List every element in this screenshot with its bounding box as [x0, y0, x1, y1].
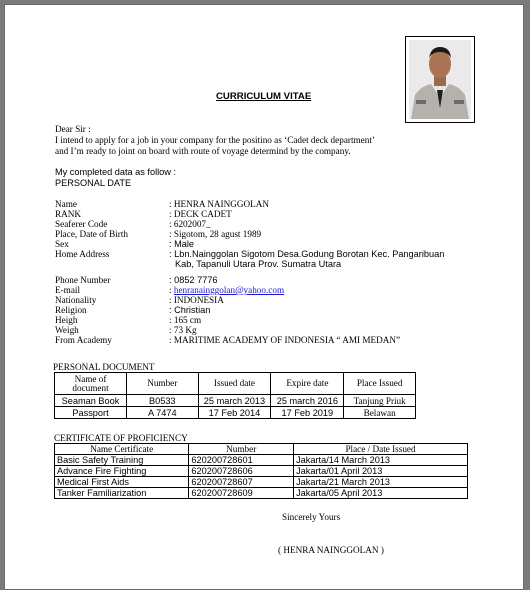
personal-row-religion: Religion : Christian	[55, 305, 211, 315]
table-row: Seaman Book B0533 25 march 2013 25 march 2016 Tanjung Priuk	[55, 395, 416, 407]
personal-row-weight: Weigh : 73 Kg	[55, 325, 197, 335]
table-row: Tanker Familiarization 620200728609 Jakarta/05 April 2013	[55, 488, 468, 499]
personal-row-academy: From Academy : MARITIME ACADEMY OF INDONESIA “ AMI MEDAN”	[55, 335, 401, 345]
table-row: Basic Safety Training 620200728601 Jakarta/14 March 2013	[55, 455, 468, 466]
certificates-heading: CERTIFICATE OF PROFICIENCY	[54, 433, 188, 443]
personal-row-birth: Place, Date of Birth : Sigotom, 28 agust 1989	[55, 229, 262, 239]
personal-row-sex: Sex : Male	[55, 239, 195, 249]
table-row: Medical First Aids 620200728607 Jakarta/21 March 2013	[55, 477, 468, 488]
profile-photo	[405, 36, 475, 123]
certificates-table	[54, 443, 468, 499]
personal-row-seafarer-code: Seaferer Code : 6202007_	[55, 219, 211, 229]
personal-row-rank: RANK : DECK CADET	[55, 209, 232, 219]
signature-name: ( HENRA NAINGGOLAN )	[278, 545, 384, 555]
completed-data-text: My completed data as follow :	[55, 167, 177, 177]
salutation: Dear Sir :	[55, 124, 91, 134]
person-portrait-image	[409, 40, 471, 119]
personal-row-name: Name : HENRA NAINGGOLAN	[55, 199, 270, 209]
documents-table	[54, 372, 416, 419]
closing-text: Sincerely Yours	[282, 512, 341, 522]
personal-row-phone: Phone Number : 0852 7776	[55, 275, 218, 285]
personal-row-email: E-mail : henranainggolan@yahoo.com	[55, 285, 285, 295]
page-title: CURRICULUM VITAE	[216, 91, 312, 102]
table-row: Advance Fire Fighting 620200728606 Jakarta/01 April 2013	[55, 466, 468, 477]
certificates-header-row: Name Certificate Number Place / Date Issued	[55, 444, 468, 455]
document-page	[4, 4, 524, 590]
email-link[interactable]: henranainggolan@yahoo.com	[173, 285, 285, 295]
personal-row-nationality: Nationality : INDONESIA	[55, 295, 224, 305]
intro-line-1: I intend to apply for a job in your company for the positino as ‘Cadet deck department’	[55, 135, 375, 145]
personal-section-heading: PERSONAL DATE	[55, 178, 132, 188]
personal-row-address: Home Address : Lbn.Nainggolan Sigotom Desa.Godung Borotan Kec. Pangaribuan Kab, Tapanuli Utara Prov. Sumatra Utara	[55, 249, 445, 269]
table-row: Passport A 7474 17 Feb 2014 17 Feb 2019 Belawan	[55, 407, 416, 419]
documents-heading: PERSONAL DOCUMENT	[53, 362, 155, 372]
documents-header-row: Name of document Number Issued date Expire date Place Issued	[55, 373, 416, 395]
personal-row-height: Heigh : 165 cm	[55, 315, 202, 325]
intro-line-2: and I’m ready to joint on board with route of voyage determind by the company.	[55, 146, 351, 156]
